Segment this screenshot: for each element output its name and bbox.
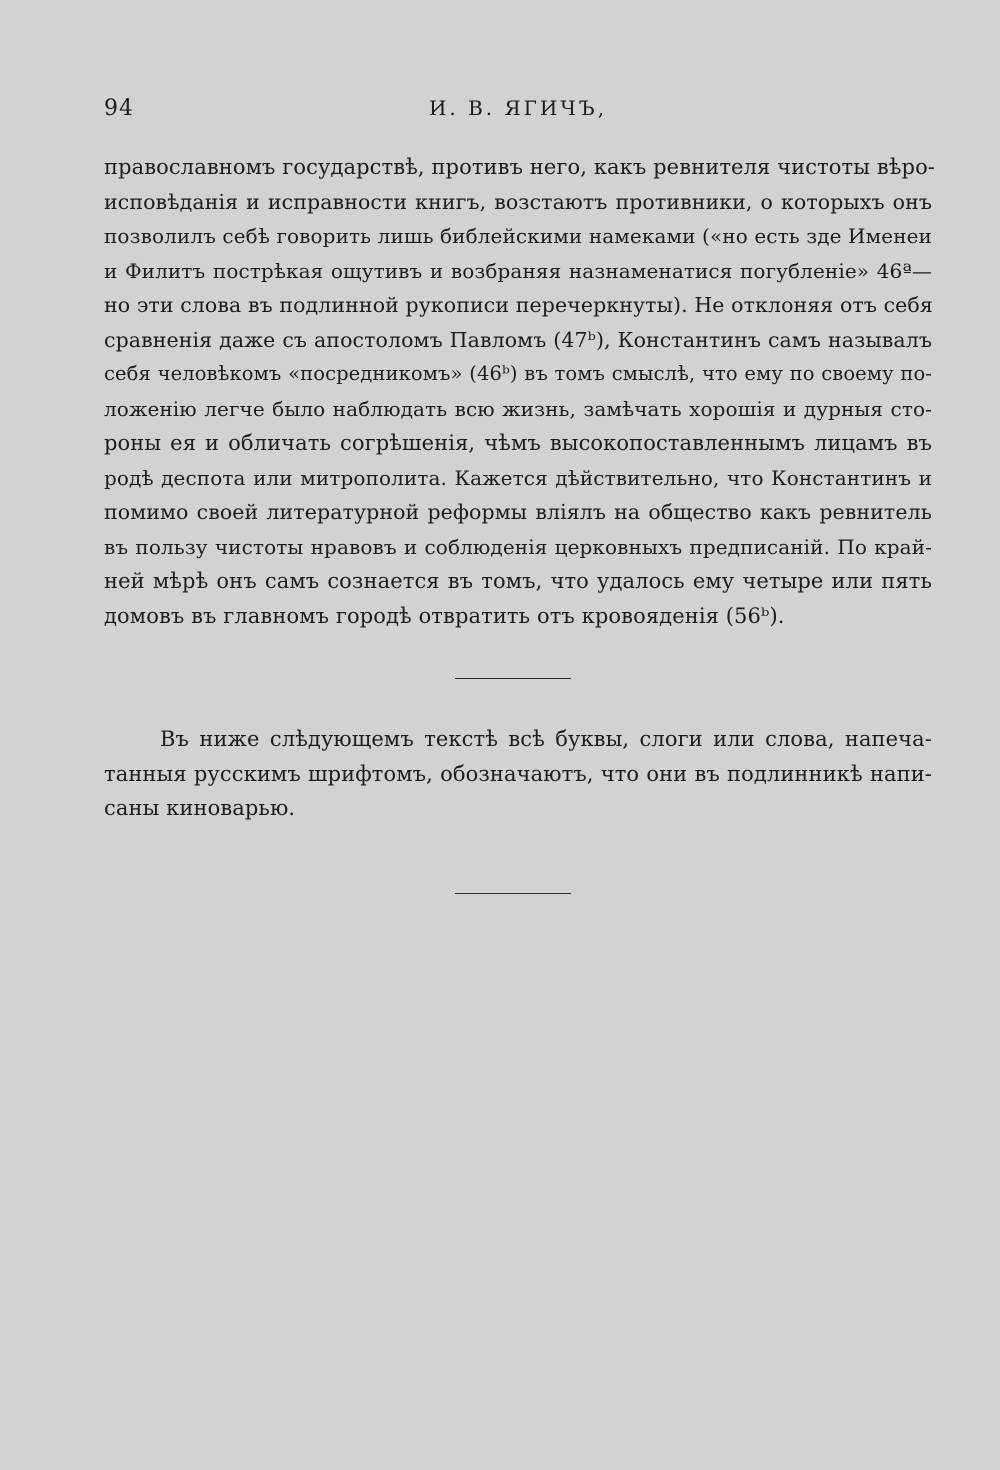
main-paragraph <box>104 150 936 633</box>
running-head: И. В. ЯГИЧЪ, <box>428 96 608 120</box>
text-line: и Филитъ пострѣкая ощутивъ и возбраняя назнаменатися погубленіе» 46ª— <box>104 258 932 283</box>
text-line: сравненія даже съ апостоломъ Павломъ (47ᵇ), Константинъ самъ называлъ <box>104 327 932 352</box>
text-line: себя человѣкомъ «посредникомъ» (46ᵇ) въ томъ смыслѣ, что ему по своему по- <box>104 362 932 385</box>
page-header <box>104 96 932 128</box>
text-line: но эти слова въ подлинной рукописи перечеркнуты). Не отклоняя отъ себя <box>104 293 933 317</box>
section-divider <box>455 893 571 894</box>
text-line: родѣ деспота или митрополита. Кажется дѣйствительно, что Константинъ и <box>104 465 932 490</box>
text-line: православномъ государствѣ, противъ него, какъ ревнителя чистоты вѣро- <box>104 155 936 179</box>
text-line: ложенію легче было наблюдать всю жизнь, замѣчать хорошія и дурныя сто- <box>104 396 932 421</box>
text-line: домовъ въ главномъ городѣ отвратить отъ кровояденія (56ᵇ). <box>104 603 785 628</box>
note-paragraph <box>104 722 932 826</box>
text-line: саны киноварью. <box>104 796 296 820</box>
text-line: Въ ниже слѣдующемъ текстѣ всѣ буквы, слоги или слова, напеча- <box>160 727 932 751</box>
text-line: танныя русскимъ шрифтомъ, обозначаютъ, что они въ подлинникѣ напи- <box>104 761 932 786</box>
section-divider <box>455 678 571 679</box>
text-line: роны ея и обличать согрѣшенія, чѣмъ высокопоставленнымъ лицамъ въ <box>104 431 932 455</box>
text-line: исповѣданія и исправности книгъ, возстаютъ противники, о которыхъ онъ <box>104 189 932 214</box>
page-number: 94 <box>104 96 134 121</box>
text-line: ней мѣрѣ онъ самъ сознается въ томъ, что удалось ему четыре или пять <box>104 569 932 593</box>
text-line: позволилъ себѣ говорить лишь библейскими намеками («но есть зде Именеи <box>104 224 932 248</box>
text-line: помимо своей литературной реформы вліялъ на общество какъ ревнитель <box>104 500 932 524</box>
text-line: въ пользу чистоты нравовъ и соблюденія церковныхъ предписаній. По край- <box>104 534 932 559</box>
